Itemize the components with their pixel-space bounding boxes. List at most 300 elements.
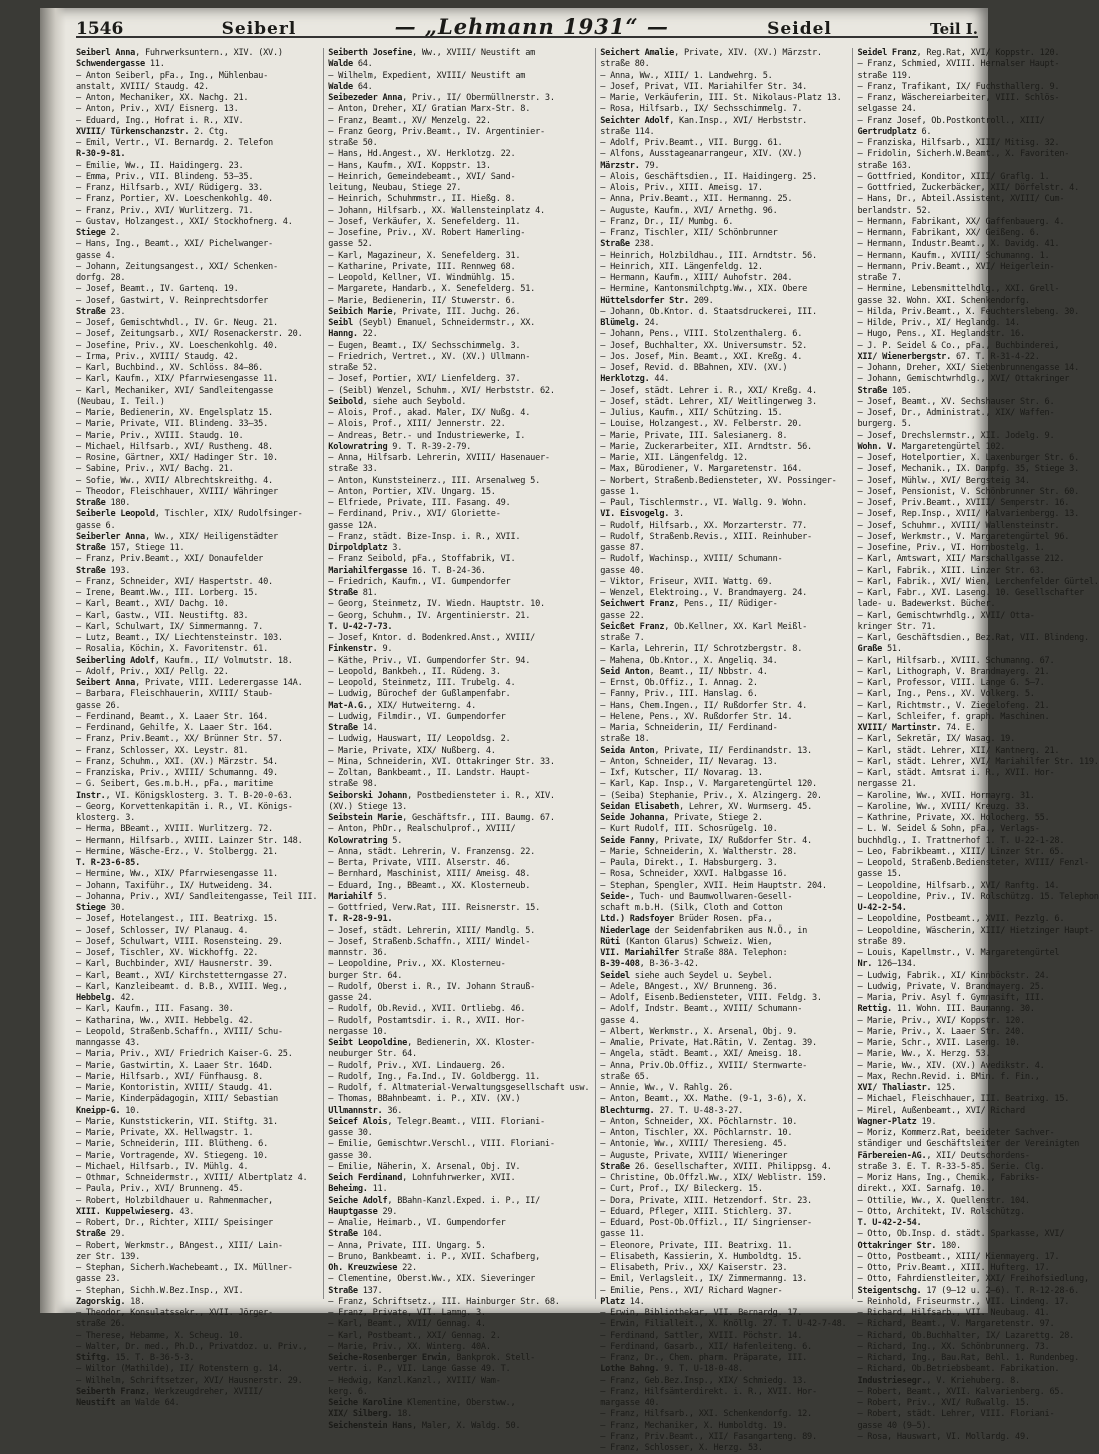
directory-entry-line: — Fridolin, Sicherh.W.Beamt., X. Favoriten- xyxy=(857,149,1070,160)
header-part: Teil I. xyxy=(930,20,978,38)
directory-entry-line: Rettig. 11. Wohn. III. Baumanng. 30. xyxy=(857,1004,1035,1015)
directory-entry-line: — Irene, Beamt.Ww., III. Lorberg. 15. xyxy=(76,588,259,598)
directory-entry-line: — Adele, BAngest., XV/ Brunneng. 36. xyxy=(600,981,778,992)
directory-entry-line: — Rudolf, Ing., Fa.Ind., IV. Goldbergg. 11. xyxy=(328,1071,541,1082)
directory-entry-line: Steigentschg. 17 (9–12 u. 2–6). T. R-12-28-6. xyxy=(857,1285,1080,1296)
directory-entry-line: margasse 40. xyxy=(600,1398,660,1408)
directory-entry-line: straße 33. xyxy=(328,464,378,475)
directory-entry-line: — Marie, Schr., XVII. Laseng. 10. xyxy=(857,1038,1020,1048)
directory-entry-line: gasse 22. xyxy=(600,610,645,621)
directory-entry-line: — Leopold, Bankbeh., II. Rüdeng. 3. xyxy=(328,666,501,677)
directory-entry-line: — Robert, Beamt., XVII. Kalvarienberg. 65. xyxy=(857,1386,1065,1397)
directory-entry-line: Mat-A.G., XIX/ Hutweiterng. 4. xyxy=(328,700,477,711)
directory-entry-line: — Josef, Rep.Insp., XVII/ Kalvarienbergg. 13. xyxy=(857,509,1080,520)
directory-entry-line: gasse 24. xyxy=(328,993,373,1003)
directory-page xyxy=(40,8,1099,1453)
directory-entry-line: Straße 29. xyxy=(76,1229,126,1240)
directory-entry-line: — Franz, Hilfsarb., XVI/ Rüdigerg. 33. xyxy=(76,183,264,193)
directory-entry-line: — Anton, Tischler, XX. Pöchlarnstr. 10. xyxy=(600,1128,793,1138)
directory-entry-line: — Josef, Schuhmr., XVIII/ Wallensteinstr. xyxy=(857,520,1060,531)
directory-entry-line: kringer Str. 71. xyxy=(857,621,937,632)
directory-entry-line: — Josef, Tischler, XV. Wickhoffg. 22. xyxy=(76,948,259,958)
directory-entry-line: Industriesegr., V. Kriehuberg. 8. xyxy=(857,1375,1020,1386)
directory-entry-line: — Hermann, Kaufm., XVIII/ Schumanng. 1. xyxy=(857,250,1050,261)
directory-entry-line: — Karl, städt. Amtsrat i. R., XVII. Hor- xyxy=(857,768,1055,778)
directory-entry-line: — Karl, Schulwart, IX/ Simmermanng. 7. xyxy=(76,621,264,632)
directory-entry-line: — Hilda, Priv.Beamt., X. Feuchterslebeng. 30. xyxy=(857,306,1080,317)
directory-entry-line: — Ludwig, Hauswart, II/ Leopoldsg. 2. xyxy=(328,734,511,745)
directory-entry-line: — Antonie, Ww., XVIII/ Theresieng. 45. xyxy=(600,1139,788,1150)
directory-entry-line: — Eleonore, Private, III. Beatrixg. 11. xyxy=(600,1240,793,1251)
directory-entry-line: — Josefine, Priv., XV. Robert Hamerling- xyxy=(328,228,526,238)
directory-entry-line: — Wiltor (Mathilde), II/ Rotenstern g. 14. xyxy=(76,1364,283,1375)
directory-entry-line: — Anton Seiberl, pFa., Ing., Mühlenbau- xyxy=(76,70,269,81)
directory-entry-line: T. R-28-9-91. xyxy=(328,914,393,925)
directory-entry-line: — Anton, Priv., XVI/ Eisnerg. 13. xyxy=(76,104,239,115)
directory-entry-line: — Karl, Magazineur, X. Senefelderg. 31. xyxy=(328,250,521,261)
directory-entry-line: manngasse 43. xyxy=(76,1038,141,1048)
directory-entry-line: — Anna, Hilfsarb. Lehrerin, XVIII/ Hasenauer- xyxy=(328,453,550,463)
directory-entry-line: — Anton, Schneider, II/ Nevarag. 13. xyxy=(600,756,778,767)
directory-entry-line: — Josef, Gemischtwhdl., IV. Gr. Neug. 21. xyxy=(76,318,278,328)
directory-entry-line: — Karla, Lehrerin, II/ Schrotzbergstr. 8. xyxy=(600,644,803,655)
directory-entry-line: — Wenzel, Elektroing., V. Brandmayerg. 24. xyxy=(600,588,808,598)
directory-entry-line: — Wilhelm, Schriftsetzer, XVI/ Hausnerstr. 29. xyxy=(76,1375,303,1386)
directory-entry-line: Straße 137. xyxy=(328,1285,383,1296)
directory-entry-line: Hanng. 22. xyxy=(328,329,378,340)
directory-entry-line: — Georg, Steinmetz, IV. Wiedn. Hauptstr. 10. xyxy=(328,599,545,610)
directory-entry-line: Seida Anton, Private, II/ Ferdinandstr. 13. xyxy=(600,745,812,756)
directory-entry-line: — Bruno, Bankbeamt. i. P., XVII. Schafberg, xyxy=(328,1251,541,1262)
directory-entry-line: Rüti (Kanton Glarus) Schweiz. Wien, xyxy=(600,936,773,947)
directory-entry-line: — Mirel, Außenbeamt., XVI/ Richard xyxy=(857,1105,1025,1116)
directory-entry-line: — Sabine, Priv., XVI/ Bachg. 21. xyxy=(76,464,234,475)
directory-entry-line: XIII. Kuppelwieserg. 43. xyxy=(76,1206,195,1217)
directory-entry-line: — Karoline, Ww., XVIII/ Kreuzg. 33. xyxy=(857,801,1030,812)
directory-entry-line: gasse 4. xyxy=(76,250,116,261)
directory-entry-line: — Franz, Wäschereiarbeiter, VIII. Schlös- xyxy=(857,93,1060,103)
directory-entry-line: — Josef, Dr., Administrat., XIX/ Waffen- xyxy=(857,408,1055,418)
directory-entry-line: Seiche-Rosenberger Erwin, Bankprok. Stell- xyxy=(328,1353,536,1363)
directory-entry-line: — Hermann, Priv.Beamt., XVI/ Heigerlein- xyxy=(857,261,1055,272)
directory-entry-line: Zagorskig. 18. xyxy=(76,1296,145,1307)
directory-entry-line: — Ludwig, Private, V. Brandmayerg. 25. xyxy=(857,981,1045,992)
directory-entry-line: — Josef, Hotelportier, X. Laxenburger Str. 6. xyxy=(857,453,1080,463)
directory-entry-line: (Neubau, I. Teil.) xyxy=(76,396,165,407)
directory-entry-line: — Karl, städt. Lehrer, XVI/ Mariahilfer Str. 119. xyxy=(857,756,1099,767)
directory-entry-line: mannstr. 36. xyxy=(328,948,388,958)
directory-entry-line: gasse 15. xyxy=(857,869,902,880)
directory-entry-line: Straße 23. xyxy=(76,306,126,317)
header-right-name: Seidel xyxy=(767,19,832,39)
directory-entry-line: — Jos. Josef, Min. Beamt., XXI. Kreßg. 4. xyxy=(600,351,803,362)
directory-entry-line: — Heinrich, XII. Längenfeldg. 12. xyxy=(600,261,763,272)
directory-entry-line: — Emilie, Gemischtwr.Verschl., VIII. Floriani- xyxy=(328,1139,555,1150)
directory-entry-line: — Ferdinand, Sattler, XVIII. Pöchstr. 14. xyxy=(600,1330,803,1341)
directory-entry-line: — Josef, Werkmstr., V. Margaretengürtel 96. xyxy=(857,531,1070,542)
directory-entry-line: — Otto, Architekt, IV. Rolschützg. xyxy=(857,1206,1025,1217)
directory-entry-line: — Anton, Schneider, XX. Pöchlarnstr. 10. xyxy=(600,1116,798,1127)
directory-entry-line: — Eduard, Ing., BBeamt., XX. Klosterneub. xyxy=(328,880,531,891)
directory-entry-line: — Eugen, Beamt., IX/ Sechsschimmelg. 3. xyxy=(328,340,521,351)
directory-entry-line: Seicef Alois, Telegr.Beamt., VIII. Floriani- xyxy=(328,1116,545,1127)
directory-entry-line: — Leopold, Kellner, VI. Windmühlg. 15. xyxy=(328,273,516,283)
directory-entry-line: Seide-, Tuch- und Baumwollwaren-Gesell- xyxy=(600,891,793,902)
directory-entry-line: Seibt Leopoldine, Bedienerin, XX. Kloster- xyxy=(328,1038,536,1048)
directory-entry-line: — Franz, Priv.Beamt., XX/ Brünner Str. 57. xyxy=(76,734,283,745)
directory-entry-line: — Josefine, Priv., XV. Loeschenkohlg. 40. xyxy=(76,340,278,351)
directory-entry-line: — Maria, Priv. Asyl f. Gymnasift, III. xyxy=(857,993,1045,1003)
directory-entry-line: XVIII/ Martinstr. 74. E. xyxy=(857,723,976,733)
directory-entry-line: — Josef, Mühlw., XVI/ Bergsteig 34. xyxy=(857,475,1030,486)
directory-entry-line: — Clementine, Oberst.Ww., XIX. Sieveringer xyxy=(328,1274,536,1285)
directory-entry-line: — Friedrich, Vertret., XV. (XV.) Ullmann- xyxy=(328,351,531,362)
directory-entry-line: — Wilhelm, Expedient, XVIII/ Neustift am xyxy=(328,70,526,81)
directory-entry-line: — Elisabeth, Kassierin, X. Humboldtg. 15. xyxy=(600,1251,803,1262)
directory-entry-line: — Robert, städt. Lehrer, VIII. Floriani- xyxy=(857,1409,1055,1420)
directory-entry-line: — Julius, Kaufm., XII/ Schützing. 15. xyxy=(600,408,783,418)
directory-entry-line: — Rosa, Hauswart, VI. Mollardg. 49. xyxy=(857,1431,1030,1442)
directory-entry-line: — Karl, Fabrik., XIII. Linzer Str. 63. xyxy=(857,565,1045,576)
directory-entry-line: U-42-2-54. xyxy=(857,903,907,913)
directory-entry-line: — Rudolf, Hilfsarb., XX. Morzarterstr. 77. xyxy=(600,520,808,531)
directory-entry-line: — Theodor, Konsulatssekr., XVII. Jörger- xyxy=(76,1308,273,1318)
directory-entry-line: — Franz, Portier, XV. Loeschenkohlg. 40. xyxy=(76,194,273,205)
directory-entry-line: — Lutz, Beamt., IX/ Liechtensteinstr. 103. xyxy=(76,633,283,643)
directory-entry-line: — Ixf, Kutscher, II/ Novarag. 13. xyxy=(600,768,763,778)
directory-entry-line: leitung, Neubau, Stiege 27. xyxy=(328,183,462,193)
directory-entry-line: — Hermine, Kantonsmilchptg.Ww., XIX. Obere xyxy=(600,284,808,295)
directory-entry-line: — Angela, städt. Beamt., XXI/ Ameisg. 18. xyxy=(600,1049,803,1060)
directory-entry-line: Hebbelg. 42. xyxy=(76,993,136,1003)
directory-entry-line: — Johann, Hilfsarb., XX. Wallensteinplatz 4. xyxy=(328,205,545,216)
directory-entry-line: Seichenstein Hans, Maler, X. Waldg. 50. xyxy=(328,1420,521,1431)
directory-entry-line: Seibezeder Anna, Priv., II/ Obermüllnerstr. 3. xyxy=(328,93,555,103)
directory-entry-line: — Karl, Ing., Pens., XV. Volkerg. 5. xyxy=(857,689,1035,700)
directory-entry-line: — Johann, Dreher, XXI/ Siebenbrunnengasse 14. xyxy=(857,363,1080,373)
directory-entry-line: — Marie, Kinderpädagogin, XIII/ Sebastian xyxy=(76,1094,278,1105)
directory-entry-line: — Marie, Schneiderin, III. Blütheng. 6. xyxy=(76,1139,269,1150)
directory-entry-line: — Karl, Kaufm., XIX/ Pfarrwiesengasse 11. xyxy=(76,374,278,385)
directory-entry-line: gasse 6. xyxy=(76,520,116,531)
directory-entry-line: Graße 51. xyxy=(857,644,902,655)
directory-entry-line: — Alfons, Ausstageanarrangeur, XIV. (XV.) xyxy=(600,149,803,160)
directory-entry-line: — Ernst, Ob.Offiz., I. Annag. 2. xyxy=(600,678,758,688)
directory-entry-line: — Louise, Holzangest., XV. Felberstr. 20. xyxy=(600,419,803,430)
directory-entry-line: Seibstein Marie, Geschäftsfr., III. Baumg. 67. xyxy=(328,813,555,823)
directory-entry-line: — Karl, Postbeamt., XXI/ Gennag. 2. xyxy=(328,1330,501,1341)
directory-entry-line: — L. W. Seidel & Sohn, pFa., Verlags- xyxy=(857,824,1040,835)
directory-entry-line: — Leopold, Steinmetz, III. Trubelg. 4. xyxy=(328,678,516,688)
directory-entry-line: — Franz, Schneider, XVI/ Haspertstr. 40. xyxy=(76,576,273,587)
directory-entry-line: — Therese, Hebamme, X. Scheug. 10. xyxy=(76,1330,244,1341)
directory-entry-line: — Karl, Richtmstr., V. Ziegelofeng. 21. xyxy=(857,700,1050,711)
directory-entry-line: — Franz, Mechaniker, X. Humboldtg. 19. xyxy=(600,1420,788,1431)
directory-entry-line: Walde 64. xyxy=(328,59,373,70)
directory-entry-line: straße 65. xyxy=(600,1071,650,1082)
directory-entry-line: — Franz Georg, Priv.Beamt., IV. Argentinier- xyxy=(328,126,545,137)
directory-entry-line: — Hilde, Priv., XI/ Heglandg. 14. xyxy=(857,318,1020,328)
directory-entry-line: anstalt, XVIII/ Staudg. 42. xyxy=(76,81,209,92)
directory-entry-line: — Richard, Beamt., V. Margaretenstr. 97. xyxy=(857,1319,1055,1330)
directory-entry-line: R-30-9-81. xyxy=(76,149,126,160)
directory-entry-line: — Robert, Dr., Richter, XIII/ Speisinger xyxy=(76,1218,273,1228)
directory-entry-line: — Josef, städt. Lehrerin, XIII/ Mandlg. 5. xyxy=(328,925,536,936)
directory-entry-line: — Leopoldine, Wäscherin, XIII/ Hietzinger Haupt- xyxy=(857,925,1094,936)
directory-entry-line: zer Str. 139. xyxy=(76,1251,141,1262)
directory-entry-line: Seiche Adolf, BBahn-Kanzl.Exped. i. P., II/ xyxy=(328,1195,541,1206)
directory-entry-line: — Karl, Buchbind., XV. Schlöss. 84–86. xyxy=(76,363,264,373)
directory-entry-line: schaft m.b.H. (Silk, Cloth and Cotton xyxy=(600,903,783,913)
directory-entry-line: — Ferdinand, Priv., XVI/ Gloriette- xyxy=(328,509,501,520)
directory-entry-line: Straße 105. xyxy=(857,385,912,396)
directory-entry-line: straße 80. xyxy=(600,59,650,70)
directory-entry-line: straße 163. xyxy=(857,160,912,171)
directory-entry-line: — Marie, Priv., XVIII. Staudg. 10. xyxy=(76,430,244,441)
directory-entry-line: Herklotzg. 44. xyxy=(600,374,670,385)
directory-entry-line: — Karl, Gastw., VII. Neustiftg. 83. xyxy=(76,610,249,621)
directory-entry-line: — Robert, Holzbildhauer u. Rahmenmacher, xyxy=(76,1195,273,1206)
directory-entry-line: — Berta, Private, VIII. Alserstr. 46. xyxy=(328,858,511,868)
directory-entry-line: — Hermine, Ww., XIX/ Pfarrwiesengasse 11. xyxy=(76,869,278,880)
directory-entry-line: Ltd.) Radsfoyer Brüder Rosen. pFa., xyxy=(600,914,773,925)
directory-entry-line: — Franz Josef, Ob.Postkontroll., XIII/ xyxy=(857,115,1045,126)
directory-entry-line: burgerg. 5. xyxy=(857,419,912,430)
directory-entry-line: — Max, Bürodiener, V. Margaretenstr. 164. xyxy=(600,464,803,475)
directory-entry-line: — Stephan, Sichh.W.Bez.Insp., XVI. xyxy=(76,1285,244,1296)
directory-entry-line: — Karl, Kap. Insp., V. Margaretengürtel 120. xyxy=(600,779,817,790)
directory-entry-line: — Rudolf, Priv., XVI. Lindauerg. 26. xyxy=(328,1060,506,1071)
directory-entry-line: Stiege 30. xyxy=(76,903,126,913)
directory-entry-line: Hauptgasse 29. xyxy=(328,1206,398,1217)
directory-entry-line: — Marie, Priv., XVI/ Koppstr. 120. xyxy=(857,1015,1025,1026)
directory-entry-line: — Heinrich, Holzbildhau., III. Arndtstr. 56. xyxy=(600,250,817,261)
directory-entry-line: straße 119. xyxy=(857,70,912,81)
directory-entry-line: — Eduard, Pfleger, XIII. Stichlerg. 37. xyxy=(600,1206,793,1217)
directory-entry-line: — Emil, Verlagsleit., IX/ Zimmermanng. 13. xyxy=(600,1274,808,1285)
directory-entry-line: Seich Ferdinand, Lohnfuhrwerker, XVII. xyxy=(328,1173,516,1183)
directory-entry-line: — Josef, Schlosser, IV/ Planaug. 4. xyxy=(76,925,249,936)
directory-entry-line: — Marie, Ww., X. Herzg. 53. xyxy=(857,1049,991,1060)
directory-entry-line: Seiberl Anna, Fuhrwerksuntern., XIV. (XV.) xyxy=(76,48,283,58)
directory-entry-line: — Stephan, Sicherh.Wachebeamt., IX. Müllner- xyxy=(76,1263,293,1273)
directory-entry-line: — Karl, Mechaniker, XVI/ Sandleitengasse xyxy=(76,385,273,396)
directory-entry-line: Mariahilfergasse 16. T. B-24-36. xyxy=(328,565,486,576)
directory-entry-line: — Gottfried, Zuckerbäcker, XII/ Dörfelstr. 4. xyxy=(857,183,1080,193)
directory-entry-line: Neustift am Walde 64. xyxy=(76,1398,180,1408)
directory-entry-line: — Curt, Prof., IX/ Bileckerg. 15. xyxy=(600,1184,763,1195)
directory-entry-line: straße 114. xyxy=(600,126,655,137)
directory-entry-line: — Franz, Priv., XVI/ Wurlitzerg. 71. xyxy=(76,205,254,216)
directory-entry-line: — Alois, Priv., XIII. Ameisg. 17. xyxy=(600,183,763,193)
directory-entry-line: Straße 104. xyxy=(328,1229,383,1240)
directory-entry-line: — Karl, Kanzleibeamt. d. B.B., XVIII. Weg., xyxy=(76,981,288,992)
directory-entry-line: Seiberth Franz, Werkzeugdreher, XVIII/ xyxy=(76,1386,264,1397)
directory-entry-line: — Anton, Beamt., XX. Mathe. (9-1, 3-6), X. xyxy=(600,1094,808,1105)
directory-entry-line: — Josef, Pensionist, V. Schönbrunner Str. 60. xyxy=(857,486,1080,497)
directory-entry-line: — Hans, Ing., Beamt., XXI/ Pichelwanger- xyxy=(76,239,273,250)
directory-entry-line: Seiborski Johann, Postbediensteter i. R., XIV. xyxy=(328,790,555,801)
directory-entry-line: — Karl, Beamt., XVI/ Dachg. 10. xyxy=(76,599,229,610)
directory-entry-line: — Katharine, Private, III. Rennweg 68. xyxy=(328,261,516,272)
directory-entry-line: — Marie, Priv., XX. Winterg. 40A. xyxy=(328,1341,491,1352)
directory-entry-line: — Josef, städt. Lehrer, XI/ Weitlingerweg 3. xyxy=(600,396,817,407)
directory-entry-line: — Emilie, Ww., II. Haidingerg. 23. xyxy=(76,160,244,171)
directory-entry-line: — Franz, Schuhm., XXI. (XV.) Märzstr. 54. xyxy=(76,756,278,767)
directory-entry-line: — Christine, Ob.Offzl.Ww., XIX/ Weblistr. 159. xyxy=(600,1173,827,1183)
directory-entry-line: Finkenstr. 9. xyxy=(328,644,393,655)
directory-entry-line: — Franz, Schriftsetz., III. Hainburger Str. 68. xyxy=(328,1296,560,1307)
page-number: 1546 xyxy=(76,19,124,39)
directory-entry-line: — Theodor, Fleischhauer, XVIII/ Währinger xyxy=(76,486,278,497)
directory-entry-line: — Paul, Tischlermstr., VI. Wallg. 9. Wohn. xyxy=(600,498,808,508)
directory-entry-line: — Marie, Bedienerin, II/ Stuwerstr. 6. xyxy=(328,295,516,306)
columns xyxy=(76,48,1099,1453)
directory-entry-line: — Maria, Priv., XVI/ Friedrich Kaiser-G. 25. xyxy=(76,1049,293,1060)
directory-entry-line: — Richard, Ing., Bau.Rat, Behl. 1. Rundenbeg. xyxy=(857,1353,1080,1363)
directory-entry-line: Färbereien-AG., XII/ Deutschordens- xyxy=(857,1150,1030,1161)
directory-entry-line: Seiche Karoline Klementine, Oberstww., xyxy=(328,1398,516,1408)
directory-entry-line: Wohn. V. Margaretengürtel 102. xyxy=(857,441,1006,452)
directory-entry-line: vertr. i. P., VII. Lange Gasse 49. T. xyxy=(328,1364,511,1375)
directory-entry-line: — Johann, Zeitungsangest., XXI/ Schenken- xyxy=(76,261,278,272)
directory-entry-line: — Eduard, Ing., Hofrat i. R., XIV. xyxy=(76,115,244,126)
directory-entry-line: — Anton, Portier, XIV. Ungarg. 15. xyxy=(328,486,496,497)
directory-entry-line: — Reinhold, Friseurmstr., VII. Lindeng. 17. xyxy=(857,1296,1070,1307)
column-3 xyxy=(595,48,847,1453)
directory-entry-line: — Franz, städt. Bize-Insp. i. R., XVII. xyxy=(328,531,521,542)
directory-entry-line: — Amalie, Private, Hat.Rätin, V. Zentag. 39. xyxy=(600,1038,817,1048)
directory-entry-line: — Michael, Fleischhauer, III. Beatrixg. 15. xyxy=(857,1094,1070,1105)
directory-entry-line: — Adolf, Priv.Beamt., VII. Burgg. 61. xyxy=(600,138,783,148)
column-1 xyxy=(76,48,318,1408)
directory-entry-line: — Karl, Geschäftsdien., Bez.Rat, VII. Blindeng. xyxy=(857,633,1089,643)
directory-entry-line: — Käthe, Priv., VI. Gumpendorfer Str. 94. xyxy=(328,655,531,666)
directory-entry-line: — Rudolf, Oberst i. R., IV. Johann Strauß- xyxy=(328,981,536,992)
directory-entry-line: Platz 14. xyxy=(600,1296,645,1307)
directory-entry-line: Straße 81. xyxy=(328,588,378,598)
directory-entry-line: — Emilie, Pens., XVI/ Richard Wagner- xyxy=(600,1285,783,1296)
directory-entry-line: — Hedwig, Kanzl.Kanzl., XVIII/ Wam- xyxy=(328,1375,501,1386)
directory-entry-line: — Hermann, Industr.Beamt., X. Davidg. 41. xyxy=(857,239,1060,250)
directory-entry-line: — Anton, PhDr., Realschulprof., XVIII/ xyxy=(328,824,516,835)
directory-entry-line: — Georg, Schuhm., IV. Argentinierstr. 21. xyxy=(328,610,531,621)
directory-entry-line: — Marie, Vortragende, XV. Stiegeng. 10. xyxy=(76,1150,269,1161)
directory-entry-line: Seide Johanna, Private, Stiege 2. xyxy=(600,813,763,823)
directory-entry-line: — Leopoldine, Priv., XX. Klosterneu- xyxy=(328,959,506,970)
directory-entry-line: — Franz, Dr., II/ Mumbg. 6. xyxy=(600,216,734,227)
directory-entry-line: gasse 12A. xyxy=(328,520,378,531)
directory-entry-line: — Josef, Hotelangest., III. Beatrixg. 15. xyxy=(76,914,278,925)
directory-entry-line: — Anna, Ww., XIII/ 1. Landwehrg. 5. xyxy=(600,70,773,81)
directory-entry-line: — Maria, Schneiderin, II/ Ferdinand- xyxy=(600,723,778,733)
directory-entry-line: — Zoltan, Bankbeamt., II. Landstr. Haupt- xyxy=(328,768,531,778)
directory-entry-line: — Anton, Kunststeinerz., III. Arsenalweg 5. xyxy=(328,475,541,486)
directory-entry-line: XIX/ Silberg. 18. xyxy=(328,1409,412,1420)
directory-entry-line: Märzstr. 79. xyxy=(600,160,660,171)
directory-entry-line: — Annie, Ww., V. Rahlg. 26. xyxy=(600,1083,734,1093)
directory-entry-line: — Marie, Zuckerarbeiter, XII. Arndtstr. 56. xyxy=(600,441,812,452)
directory-entry-line: — Josef, Schulwart, VIII. Rosensteing. 29. xyxy=(76,936,283,947)
directory-entry-line: — Franz, Trafikant, IX/ Fuchsthallerg. 9. xyxy=(857,81,1060,92)
directory-entry-line: gasse 4. xyxy=(600,1015,640,1026)
directory-entry-line: — Karl, Hilfsarb., XVIII. Schumanng. 67. xyxy=(857,655,1055,666)
directory-entry-line: — Andreas, Betr.- und Industriewerke, I. xyxy=(328,430,526,441)
directory-entry-line: — Rosine, Gärtner, XXI/ Hadinger Str. 10. xyxy=(76,453,278,463)
directory-entry-line: — Franz, Beamt., XV/ Menzelg. 22. xyxy=(328,115,491,126)
directory-entry-line: — Josef, Gastwirt, V. Reinprechtsdorfer xyxy=(76,295,269,306)
directory-entry-line: — Johanna, Priv., XVI/ Sandleitengasse, Teil III. xyxy=(76,891,318,902)
directory-entry-line: — Leopoldine, Hilfsarb., XVI/ Ranftg. 14. xyxy=(857,880,1060,891)
directory-entry-line: — Josef, städt. Lehrer i. R., XXI/ Kreßg. 4. xyxy=(600,385,817,396)
directory-entry-line: — Hermann, Fabrikant, XX/ Geißeng. 6. xyxy=(857,228,1040,238)
directory-entry-line: — Karl, Gemischtwrhdlg., XVII/ Otta- xyxy=(857,610,1035,621)
directory-entry-line: — Amalie, Heimarb., VI. Gumpendorfer xyxy=(328,1218,506,1228)
directory-entry-line: — Moriz, Kommerz.Rat, beeideter Sachver- xyxy=(857,1128,1055,1138)
directory-entry-line: — Hermine, Lebensmittelhdlg., XXI. Grell- xyxy=(857,284,1060,295)
directory-entry-line: — Marie, Private, XX. Hellwagstr. 1. xyxy=(76,1128,254,1138)
directory-entry-line: — Karl, Amtswart, XII/ Marschallgasse 212. xyxy=(857,554,1065,565)
directory-entry-line: Seichwert Franz, Pens., II/ Rüdiger- xyxy=(600,599,778,610)
directory-entry-line: — Rudolf, Straßenb.Revis., XIII. Reinhuber- xyxy=(600,531,812,542)
directory-entry-line: Niederlage der Seidenfabriken aus N.Ö., in xyxy=(600,925,808,936)
directory-entry-line: — Stephan, Spengler, XVII. Heim Hauptstr. 204. xyxy=(600,880,827,891)
directory-entry-line: Seichter Adolf, Kan.Insp., XVI/ Herbststr. xyxy=(600,115,808,126)
directory-entry-line: gasse 87. xyxy=(600,543,645,553)
directory-entry-line: Lothe Bahng. 9. T. U-18-0-48. xyxy=(600,1364,744,1375)
directory-entry-line: — Leopoldine, Priv., IV. Rolschützg. 15. Telephon xyxy=(857,891,1099,902)
directory-entry-line: — Irma, Priv., XVIII/ Staudg. 42. xyxy=(76,351,239,362)
directory-entry-line: — Hermine, Wäsche-Erz., V. Stolbergg. 21. xyxy=(76,846,278,857)
directory-entry-line: Seidan Elisabeth, Lehrer, XV. Wurmserg. 45. xyxy=(600,801,812,812)
directory-entry-line: — Marie, Kontoristin, XVIII/ Staudg. 41. xyxy=(76,1083,273,1093)
directory-entry-line: — Franz Seibold, pFa., Stoffabrik, VI. xyxy=(328,554,516,565)
directory-entry-line: — Rudolf, f. Altmaterial-Verwaltungsgesellschaft usw. xyxy=(328,1083,590,1093)
directory-entry-line: — Robert, Werkmstr., BAngest., XIII/ Lain- xyxy=(76,1240,283,1251)
directory-entry-line: — Karl, Beamt., XVI/ Kirchstetterngasse 27. xyxy=(76,970,288,981)
directory-entry-line: direkt., XXI. Sarnafg. 10. xyxy=(857,1184,986,1195)
directory-entry-line: Stiftg. 15. T. B-36-5-3. xyxy=(76,1353,195,1363)
directory-entry-line: Seide Fanny, Private, IX/ Rußdorfer Str. 4. xyxy=(600,835,812,846)
directory-entry-line: straße 7. xyxy=(857,273,902,283)
directory-entry-line: — Anna, städt. Lehrerin, V. Franzensg. 22. xyxy=(328,846,536,857)
directory-entry-line: — Franz, Dr., Chem. pharm. Präparate, III. xyxy=(600,1353,808,1363)
directory-entry-line: — Mahena, Ob.Kntor., X. Angeliq. 34. xyxy=(600,655,778,666)
directory-entry-line: dorfg. 28. xyxy=(76,273,126,283)
directory-entry-line: gasse 40 (9–5). xyxy=(857,1420,932,1431)
directory-entry-line: — Marie, Private, VII. Blindeng. 33–35. xyxy=(76,419,269,430)
directory-entry-line: — Leopold, Straßenb.Bediensteter, XVIII/ Fenzl- xyxy=(857,858,1089,868)
directory-entry-line: gasse 52. xyxy=(328,239,373,250)
directory-entry-line: Seidel Franz, Reg.Rat, XVI/ Koppstr. 120. xyxy=(857,48,1060,58)
directory-entry-line: — Marie, Ww., XIV. (XV.) Avedikstr. 4. xyxy=(857,1060,1045,1071)
directory-entry-line: Seiberle Leopold, Tischler, XIX/ Rudolfsinger- xyxy=(76,509,303,520)
directory-entry-line: — Othmar, Schneidermstr., XVIII/ Albertplatz 4. xyxy=(76,1173,308,1183)
directory-entry-line: — Ottilie, Ww., X. Quellenstr. 104. xyxy=(857,1195,1030,1206)
directory-entry-line: Ottakringer Str. 180. xyxy=(857,1240,961,1251)
directory-entry-line: Walde 64. xyxy=(328,81,373,92)
directory-entry-line: VI. Eisvogelg. 3. xyxy=(600,509,684,520)
directory-entry-line: Seiberler Anna, Ww., XIX/ Heiligenstädter xyxy=(76,531,278,542)
directory-entry-line: — Otto, Fahrdienstleiter, XXI/ Freihofsiedlung, xyxy=(857,1274,1089,1285)
directory-entry-line: straße 89. xyxy=(857,936,907,947)
directory-entry-line: — Rudolf, Wachinsp., XVIII/ Schumann- xyxy=(600,554,783,565)
directory-entry-line: — Josef, Drechslermstr., XII. Jodelg. 9. xyxy=(857,430,1055,441)
directory-entry-line: — J. P. Seidel & Co., pFa., Buchbinderei, xyxy=(857,340,1060,351)
directory-entry-line: Seichert Amalie, Private, XIV. (XV.) Märzstr. xyxy=(600,48,822,58)
directory-entry-line: — Hans, Kaufm., XVI. Koppstr. 13. xyxy=(328,160,491,171)
directory-entry-line: buchhdlg., I. Trattnerhof 1. T. U-22-1-28. xyxy=(857,835,1065,846)
